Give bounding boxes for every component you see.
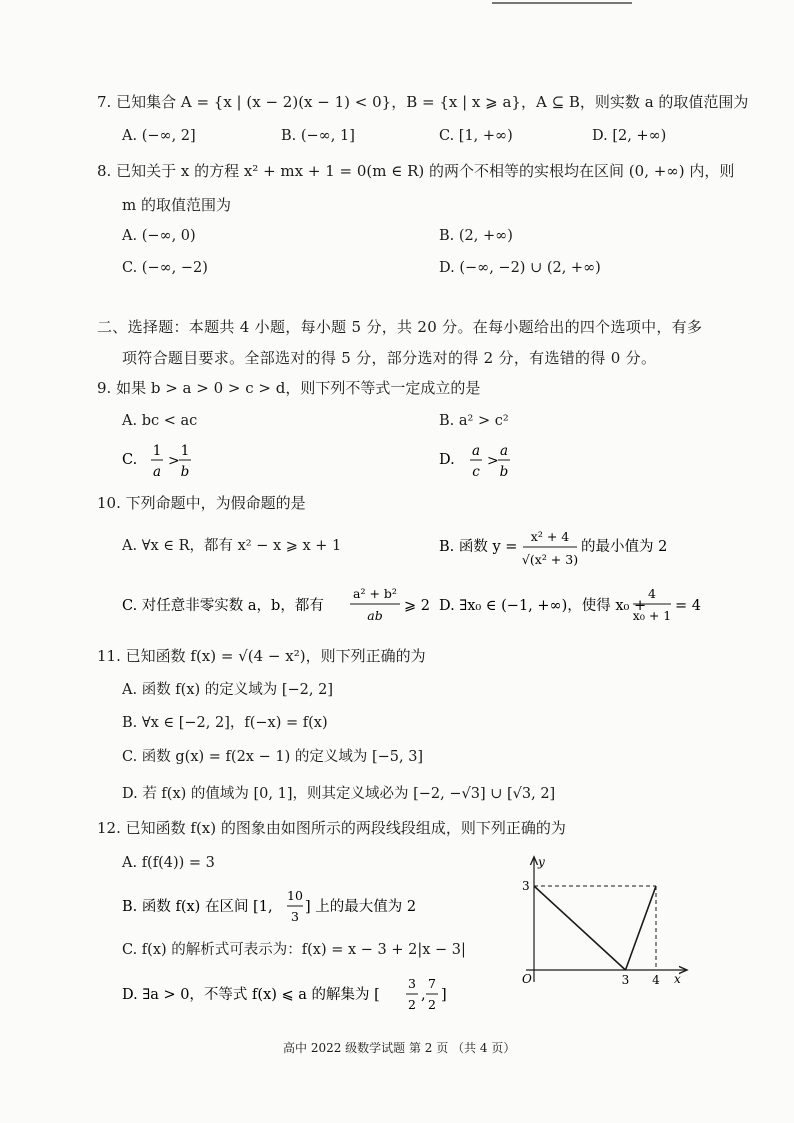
q9-d-rel: > <box>487 453 499 469</box>
q8-option-c[interactable]: C. (−∞, −2) <box>122 260 208 276</box>
q12-d-frac1-num: 3 <box>408 976 416 991</box>
q12-d-mid: , <box>421 987 426 1003</box>
q12-d-post: ] <box>441 987 447 1003</box>
q11-option-c[interactable]: C. 函数 g(x) = f(2x − 1) 的定义域为 [−5, 3] <box>122 749 424 765</box>
q9-d-frac1-den: c <box>472 464 480 480</box>
graph-segment-0 <box>534 886 626 970</box>
q12-option-c[interactable]: C. f(x) 的解析式可表示为：f(x) = x − 3 + 2|x − 3| <box>122 942 466 958</box>
q10-d-post: = 4 <box>675 598 701 614</box>
q9-c-rel: > <box>168 453 180 469</box>
q12-option-b-pre[interactable]: B. 函数 f(x) 在区间 [1, <box>122 899 273 915</box>
q10-b-post: 的最小值为 2 <box>581 539 668 555</box>
q9-stem: 9. 如果 b > a > 0 > c > d，则下列不等式一定成立的是 <box>97 379 481 397</box>
q9-d-frac2-den: b <box>499 464 509 480</box>
q11-stem: 11. 已知函数 f(x) = √(4 − x²)，则下列正确的为 <box>97 647 426 665</box>
q8-stem-line1: 8. 已知关于 x 的方程 x² + mx + 1 = 0(m ∈ R) 的两个不相等的实根均在区间 (0, +∞) 内，则 <box>97 162 735 180</box>
q10-option-a[interactable]: A. ∀x ∈ R，都有 x² − x ⩾ x + 1 <box>122 538 342 554</box>
q8-option-b[interactable]: B. (2, +∞) <box>439 228 513 244</box>
q12-d-frac2-num: 7 <box>428 976 436 991</box>
function-graph <box>500 850 700 1000</box>
page-footer: 高中 2022 级数学试题 第 2 页 （共 4 页） <box>283 1041 516 1055</box>
q9-c-frac2-num: 1 <box>180 443 190 459</box>
q9-d-frac1-num: a <box>471 443 481 459</box>
q8-stem-line2: m 的取值范围为 <box>122 196 231 214</box>
q10-stem: 10. 下列命题中，为假命题的是 <box>97 494 306 512</box>
q12-option-d-pre[interactable]: D. ∃a > 0，不等式 f(x) ⩽ a 的解集为 [ <box>122 987 380 1003</box>
y-tick-label-3: 3 <box>522 879 530 893</box>
q8-option-a[interactable]: A. (−∞, 0) <box>122 228 196 244</box>
x-axis-label: x <box>674 972 681 986</box>
q7-option-d[interactable]: D. [2, +∞) <box>592 128 667 144</box>
q12-b-post: ] 上的最大值为 2 <box>305 899 417 915</box>
q10-c-num: a² + b² <box>353 586 397 601</box>
graph-segment-1 <box>626 886 657 970</box>
origin-label: O <box>522 972 532 986</box>
section2-heading-line1: 二、选择题：本题共 4 小题，每小题 5 分，共 20 分。在每小题给出的四个选项中，有多 <box>97 318 703 336</box>
q12-d-frac1-den: 2 <box>408 997 416 1012</box>
q9-c-frac1-num: 1 <box>152 443 162 459</box>
q9-option-c-label[interactable]: C. <box>122 452 138 468</box>
q11-option-a[interactable]: A. 函数 f(x) 的定义域为 [−2, 2] <box>122 682 334 698</box>
q12-b-den: 3 <box>291 909 299 924</box>
x-tick-label-3: 3 <box>621 973 630 987</box>
q9-option-d-label[interactable]: D. <box>439 452 455 468</box>
q7-option-c[interactable]: C. [1, +∞) <box>439 128 513 144</box>
q9-option-b[interactable]: B. a² > c² <box>439 413 509 429</box>
x-tick-label-4: 4 <box>652 973 660 987</box>
q9-c-frac1-den: a <box>152 464 162 480</box>
q7-stem: 7. 已知集合 A = {x | (x − 2)(x − 1) < 0}，B = {x | x ⩾ a}，A ⊆ B，则实数 a 的取值范围为 <box>97 93 749 111</box>
q10-option-c-pre[interactable]: C. 对任意非零实数 a，b，都有 <box>122 598 324 614</box>
q12-stem: 12. 已知函数 f(x) 的图象由如图所示的两段线段组成，则下列正确的为 <box>97 819 566 837</box>
q7-option-a[interactable]: A. (−∞, 2] <box>122 128 196 144</box>
q12-option-a[interactable]: A. f(f(4)) = 3 <box>122 855 215 871</box>
q10-b-den: √(x² + 3) <box>521 552 579 567</box>
q10-c-den: ab <box>367 608 383 623</box>
q8-option-d[interactable]: D. (−∞, −2) ∪ (2, +∞) <box>439 260 601 276</box>
q11-option-d[interactable]: D. 若 f(x) 的值域为 [0, 1]，则其定义域必为 [−2, −√3] ∪ [√3, 2] <box>122 786 556 802</box>
q10-b-num: x² + 4 <box>530 529 570 544</box>
q9-option-a[interactable]: A. bc < ac <box>122 413 198 429</box>
q10-option-d-pre[interactable]: D. ∃x₀ ∈ (−1, +∞)，使得 x₀ + <box>439 598 647 614</box>
q10-d-num: 4 <box>648 586 656 601</box>
q12-d-frac2-den: 2 <box>428 997 436 1012</box>
q12-b-num: 10 <box>287 888 303 903</box>
q10-option-b-pre[interactable]: B. 函数 y = <box>439 539 518 555</box>
y-axis-label: y <box>538 855 545 869</box>
q9-d-frac2-num: a <box>499 443 509 459</box>
section2-heading-line2: 项符合题目要求。全部选对的得 5 分，部分选对的得 2 分，有选错的得 0 分。 <box>122 349 657 367</box>
q9-c-frac2-den: b <box>180 464 190 480</box>
q10-c-post: ⩾ 2 <box>404 598 430 614</box>
q7-option-b[interactable]: B. (−∞, 1] <box>281 128 355 144</box>
q10-d-den: x₀ + 1 <box>632 608 672 623</box>
q11-option-b[interactable]: B. ∀x ∈ [−2, 2]，f(−x) = f(x) <box>122 715 328 731</box>
